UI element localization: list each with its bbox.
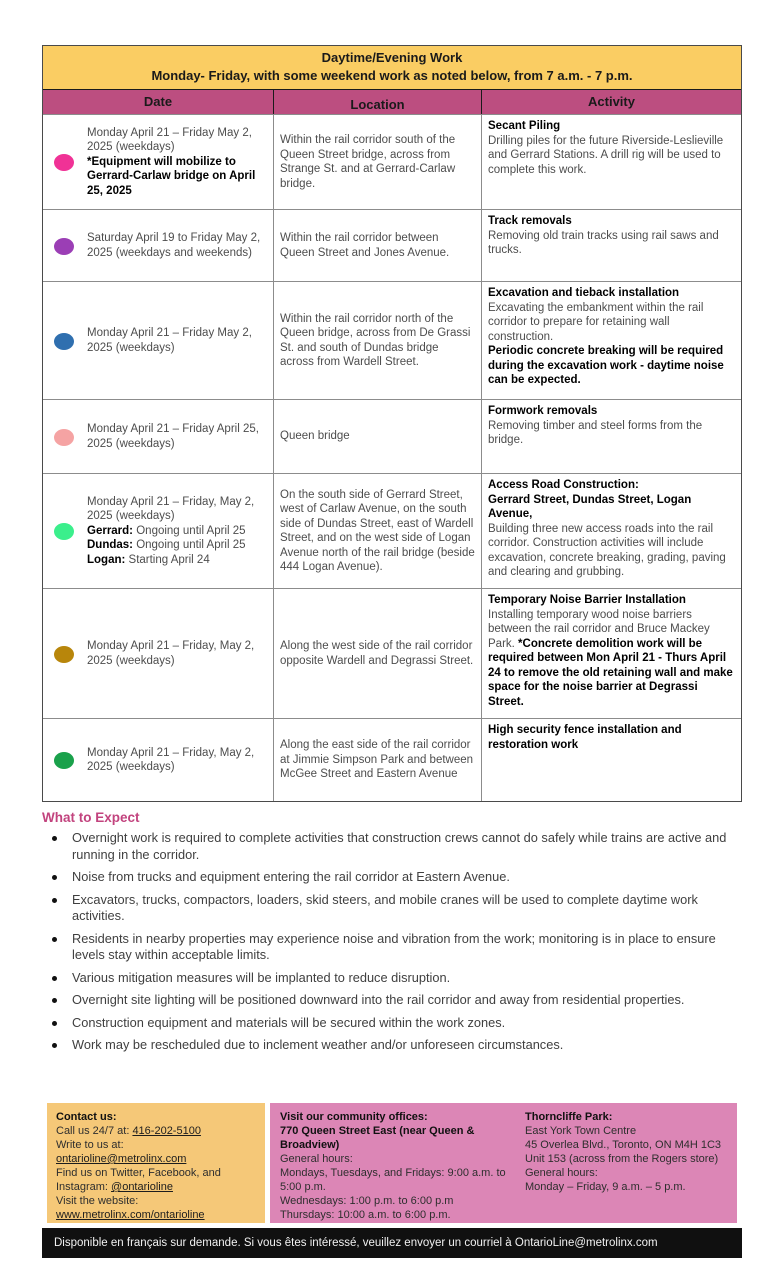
activity-cell bbox=[481, 719, 741, 801]
bold-text-segment: Excavation and tieback installation bbox=[488, 287, 680, 299]
table-row bbox=[43, 588, 741, 718]
date-text bbox=[87, 639, 269, 668]
table-row bbox=[43, 114, 741, 209]
light-pink-dot-icon bbox=[54, 429, 74, 446]
gold-dot-icon bbox=[54, 646, 74, 663]
date-cell bbox=[43, 589, 273, 718]
text-segment: Monday April 21 – Friday May 2, 2025 (weekdays) bbox=[87, 126, 252, 154]
activity-cell bbox=[481, 589, 741, 718]
location-text: Within the rail corridor north of the Queen bridge, across from De Grassi St. and south of Dundas bridge across from Wardell Street. bbox=[280, 312, 471, 368]
date-text bbox=[87, 126, 269, 199]
activity-cell bbox=[481, 282, 741, 399]
table-title-banner bbox=[43, 46, 741, 90]
office-hours-line: General hours: bbox=[280, 1153, 353, 1165]
date-cell bbox=[43, 719, 273, 801]
work-schedule-table bbox=[42, 45, 742, 802]
community-offices-box bbox=[270, 1103, 737, 1223]
table-row bbox=[43, 209, 741, 281]
french-language-bar: Disponible en français sur demande. Si vous êtes intéressé, veuillez envoyer un courriel à OntarioLine@metrolinx.com bbox=[42, 1228, 742, 1258]
what-to-expect-heading: What to Expect bbox=[42, 810, 140, 825]
bold-text-segment: Gerrard Street, Dundas Street, Logan Avenue, bbox=[488, 493, 692, 520]
pink-dot-icon bbox=[54, 154, 74, 171]
location-cell bbox=[273, 474, 481, 588]
table-body bbox=[43, 114, 741, 801]
location-text: On the south side of Gerrard Street, west of Carlaw Avenue, on the south side of Dundas Street, east of Wardell Street, and on the west side of Logan Avenue north of the rail bridge (beside 444 Logan Avenue). bbox=[280, 488, 475, 573]
community-offices-column bbox=[280, 1110, 525, 1221]
location-cell bbox=[273, 400, 481, 473]
bold-text-segment: Access Road Construction: bbox=[488, 479, 639, 491]
what-to-expect-list bbox=[42, 830, 748, 1054]
text-segment: Monday April 21 – Friday April 25, 2025 (weekdays) bbox=[87, 423, 259, 450]
bold-text-segment: Temporary Noise Barrier Installation bbox=[488, 594, 686, 606]
blue-dot-icon bbox=[54, 333, 74, 350]
date-text bbox=[87, 746, 269, 775]
location-cell bbox=[273, 115, 481, 209]
contact-lines bbox=[56, 1124, 256, 1222]
location-text: Within the rail corridor between Queen Street and Jones Avenue. bbox=[280, 232, 450, 259]
text-segment: Starting April 24 bbox=[125, 553, 210, 566]
contact-us-box bbox=[47, 1103, 265, 1223]
text-segment: Installing temporary wood noise barriers between the rail corridor and Bruce Mackey Park. bbox=[488, 608, 710, 650]
contact-line bbox=[56, 1124, 256, 1138]
location-cell bbox=[273, 719, 481, 801]
text-segment: Ongoing until April 25 bbox=[133, 539, 246, 552]
spring-green-dot-icon bbox=[54, 523, 74, 540]
text-segment: Monday April 21 – Friday, May 2, 2025 (weekdays) bbox=[87, 746, 255, 773]
community-offices-address: 770 Queen Street East (near Queen & Broadview) bbox=[280, 1125, 475, 1151]
activity-cell bbox=[481, 400, 741, 473]
bullet-item: Various mitigation measures will be implanted to reduce disruption. bbox=[72, 970, 748, 987]
table-header-row bbox=[43, 90, 741, 114]
location-text: Along the east side of the rail corridor at Jimmie Simpson Park and between McGee Street and Eastern Avenue bbox=[280, 739, 474, 781]
contact-line-text: Find us on Twitter, Facebook, and Instagram: bbox=[56, 1167, 221, 1193]
bullet-item: Residents in nearby properties may experience noise and vibration from the work; monitoring is in place to ensure levels stay within acceptable limits. bbox=[72, 931, 748, 964]
bullet-item: Noise from trucks and equipment entering the rail corridor at Eastern Avenue. bbox=[72, 869, 748, 886]
column-header-location: Location bbox=[273, 90, 481, 114]
activity-cell bbox=[481, 210, 741, 281]
date-text bbox=[87, 231, 269, 260]
location-text: Queen bridge bbox=[280, 430, 350, 443]
date-text bbox=[87, 422, 269, 451]
bold-text-segment: Formwork removals bbox=[488, 405, 598, 417]
text-segment: Removing timber and steel forms from the bridge. bbox=[488, 419, 703, 446]
contact-line bbox=[56, 1194, 256, 1208]
community-offices-title: Visit our community offices: bbox=[280, 1111, 428, 1123]
contact-line bbox=[56, 1138, 256, 1166]
bullet-item: Overnight site lighting will be positioned downward into the rail corridor and away from residential properties. bbox=[72, 992, 748, 1009]
text-segment: Saturday April 19 to Friday May 2, 2025 (weekdays and weekends) bbox=[87, 232, 261, 259]
activity-cell bbox=[481, 474, 741, 588]
column-header-activity: Activity bbox=[481, 90, 741, 114]
table-row bbox=[43, 718, 741, 801]
contact-line-text: Call us 24/7 at: bbox=[56, 1125, 133, 1137]
bold-text-segment: High security fence installation and restoration work bbox=[488, 724, 682, 751]
contact-link[interactable]: www.metrolinx.com/ontarioline bbox=[56, 1209, 205, 1221]
contact-line-text: Visit the website: bbox=[56, 1195, 139, 1207]
green-dot-icon bbox=[54, 752, 74, 769]
thorncliffe-line: Monday – Friday, 9 a.m. – 5 p.m. bbox=[525, 1181, 686, 1193]
date-cell bbox=[43, 474, 273, 588]
contact-link[interactable]: 416-202-5100 bbox=[132, 1125, 201, 1137]
thorncliffe-line: East York Town Centre bbox=[525, 1125, 637, 1137]
location-text: Within the rail corridor south of the Queen Street bridge, across from Strange St. and at Gerrard-Carlaw bridge. bbox=[280, 134, 456, 190]
text-segment: Ongoing until April 25 bbox=[133, 524, 246, 537]
bold-text-segment: Periodic concrete breaking will be required during the excavation work - daytime noise can be expected. bbox=[488, 345, 724, 386]
bullet-item: Overnight work is required to complete activities that construction crews cannot do safely while trains are active and running in the corridor. bbox=[72, 830, 748, 863]
contact-link[interactable]: @ontarioline bbox=[111, 1181, 173, 1193]
text-segment: Drilling piles for the future Riverside-Leslieville and Gerrard Stations. A drill rig will be used to complete this work. bbox=[488, 134, 724, 176]
office-hours-line: Mondays, Tuesdays, and Fridays: 9:00 a.m. to 5:00 p.m. bbox=[280, 1167, 506, 1193]
table-row bbox=[43, 473, 741, 588]
contact-link[interactable]: ontarioline@metrolinx.com bbox=[56, 1153, 187, 1165]
bullet-item: Construction equipment and materials will be secured within the work zones. bbox=[72, 1015, 748, 1032]
thorncliffe-line: 45 Overlea Blvd., Toronto, ON M4H 1C3 bbox=[525, 1139, 722, 1151]
activity-cell bbox=[481, 115, 741, 209]
location-cell bbox=[273, 210, 481, 281]
office-hours-line: Wednesdays: 1:00 p.m. to 6:00 p.m bbox=[280, 1195, 454, 1207]
thorncliffe-line: Unit 153 (across from the Rogers store) bbox=[525, 1153, 719, 1165]
bullet-item: Excavators, trucks, compactors, loaders, skid steers, and mobile cranes will be used to complete daytime work activities. bbox=[72, 892, 748, 925]
location-text: Along the west side of the rail corridor opposite Wardell and Degrassi Street. bbox=[280, 640, 474, 667]
text-segment: Monday April 21 – Friday, May 2, 2025 (weekdays) bbox=[87, 640, 255, 667]
thorncliffe-park-title: Thorncliffe Park: bbox=[525, 1111, 613, 1123]
bold-text-segment: Gerrard: bbox=[87, 524, 134, 537]
contact-us-title: Contact us: bbox=[56, 1111, 117, 1123]
text-segment: Building three new access roads into the rail corridor. Construction activities will include excavation, concrete breaking, grading, paving and clearing and grubbing. bbox=[488, 522, 726, 578]
thorncliffe-park-column bbox=[525, 1110, 727, 1216]
text-segment: Removing old train tracks using rail saws and trucks. bbox=[488, 229, 719, 256]
contact-line bbox=[56, 1208, 256, 1222]
location-cell bbox=[273, 282, 481, 399]
table-row bbox=[43, 399, 741, 473]
thorncliffe-park-details bbox=[525, 1124, 727, 1194]
purple-dot-icon bbox=[54, 238, 74, 255]
bold-text-segment: *Concrete demolition work will be required between Mon April 21 - Thurs April 24 to remove the old retaining wall and make space for the noise barrier at Degrassi Street. bbox=[488, 637, 733, 708]
community-offices-hours bbox=[280, 1152, 511, 1222]
table-row bbox=[43, 281, 741, 399]
contact-line-text: Write to us at: bbox=[56, 1139, 124, 1151]
what-to-expect-section bbox=[42, 810, 748, 1060]
date-text bbox=[87, 326, 269, 355]
date-text bbox=[87, 495, 269, 568]
text-segment: Excavating the embankment within the rail corridor to prepare for retaining wall construction. bbox=[488, 301, 704, 343]
text-segment: Monday April 21 – Friday May 2, 2025 (weekdays) bbox=[87, 327, 252, 354]
date-cell bbox=[43, 400, 273, 473]
thorncliffe-line: General hours: bbox=[525, 1167, 598, 1179]
office-hours-line: Thursdays: 10:00 a.m. to 6:00 p.m. bbox=[280, 1209, 451, 1221]
bold-text-segment: *Equipment will mobilize to Gerrard-Carlaw bridge on April 25, 2025 bbox=[87, 155, 256, 197]
date-cell bbox=[43, 282, 273, 399]
location-cell bbox=[273, 589, 481, 718]
bold-text-segment: Logan: bbox=[87, 553, 126, 566]
column-header-date: Date bbox=[143, 94, 173, 109]
bold-text-segment: Dundas: bbox=[87, 539, 133, 552]
banner-title: Daytime/Evening Work bbox=[321, 50, 463, 65]
bullet-item: Work may be rescheduled due to inclement weather and/or unforeseen circumstances. bbox=[72, 1037, 748, 1054]
text-segment: Monday April 21 – Friday, May 2, 2025 (weekdays) bbox=[87, 495, 255, 523]
bold-text-segment: Secant Piling bbox=[488, 120, 561, 132]
bold-text-segment: Track removals bbox=[488, 215, 572, 227]
banner-subtitle: Monday- Friday, with some weekend work as noted below, from 7 a.m. - 7 p.m. bbox=[151, 68, 633, 83]
contact-line bbox=[56, 1166, 256, 1194]
date-cell bbox=[43, 115, 273, 209]
date-cell bbox=[43, 210, 273, 281]
